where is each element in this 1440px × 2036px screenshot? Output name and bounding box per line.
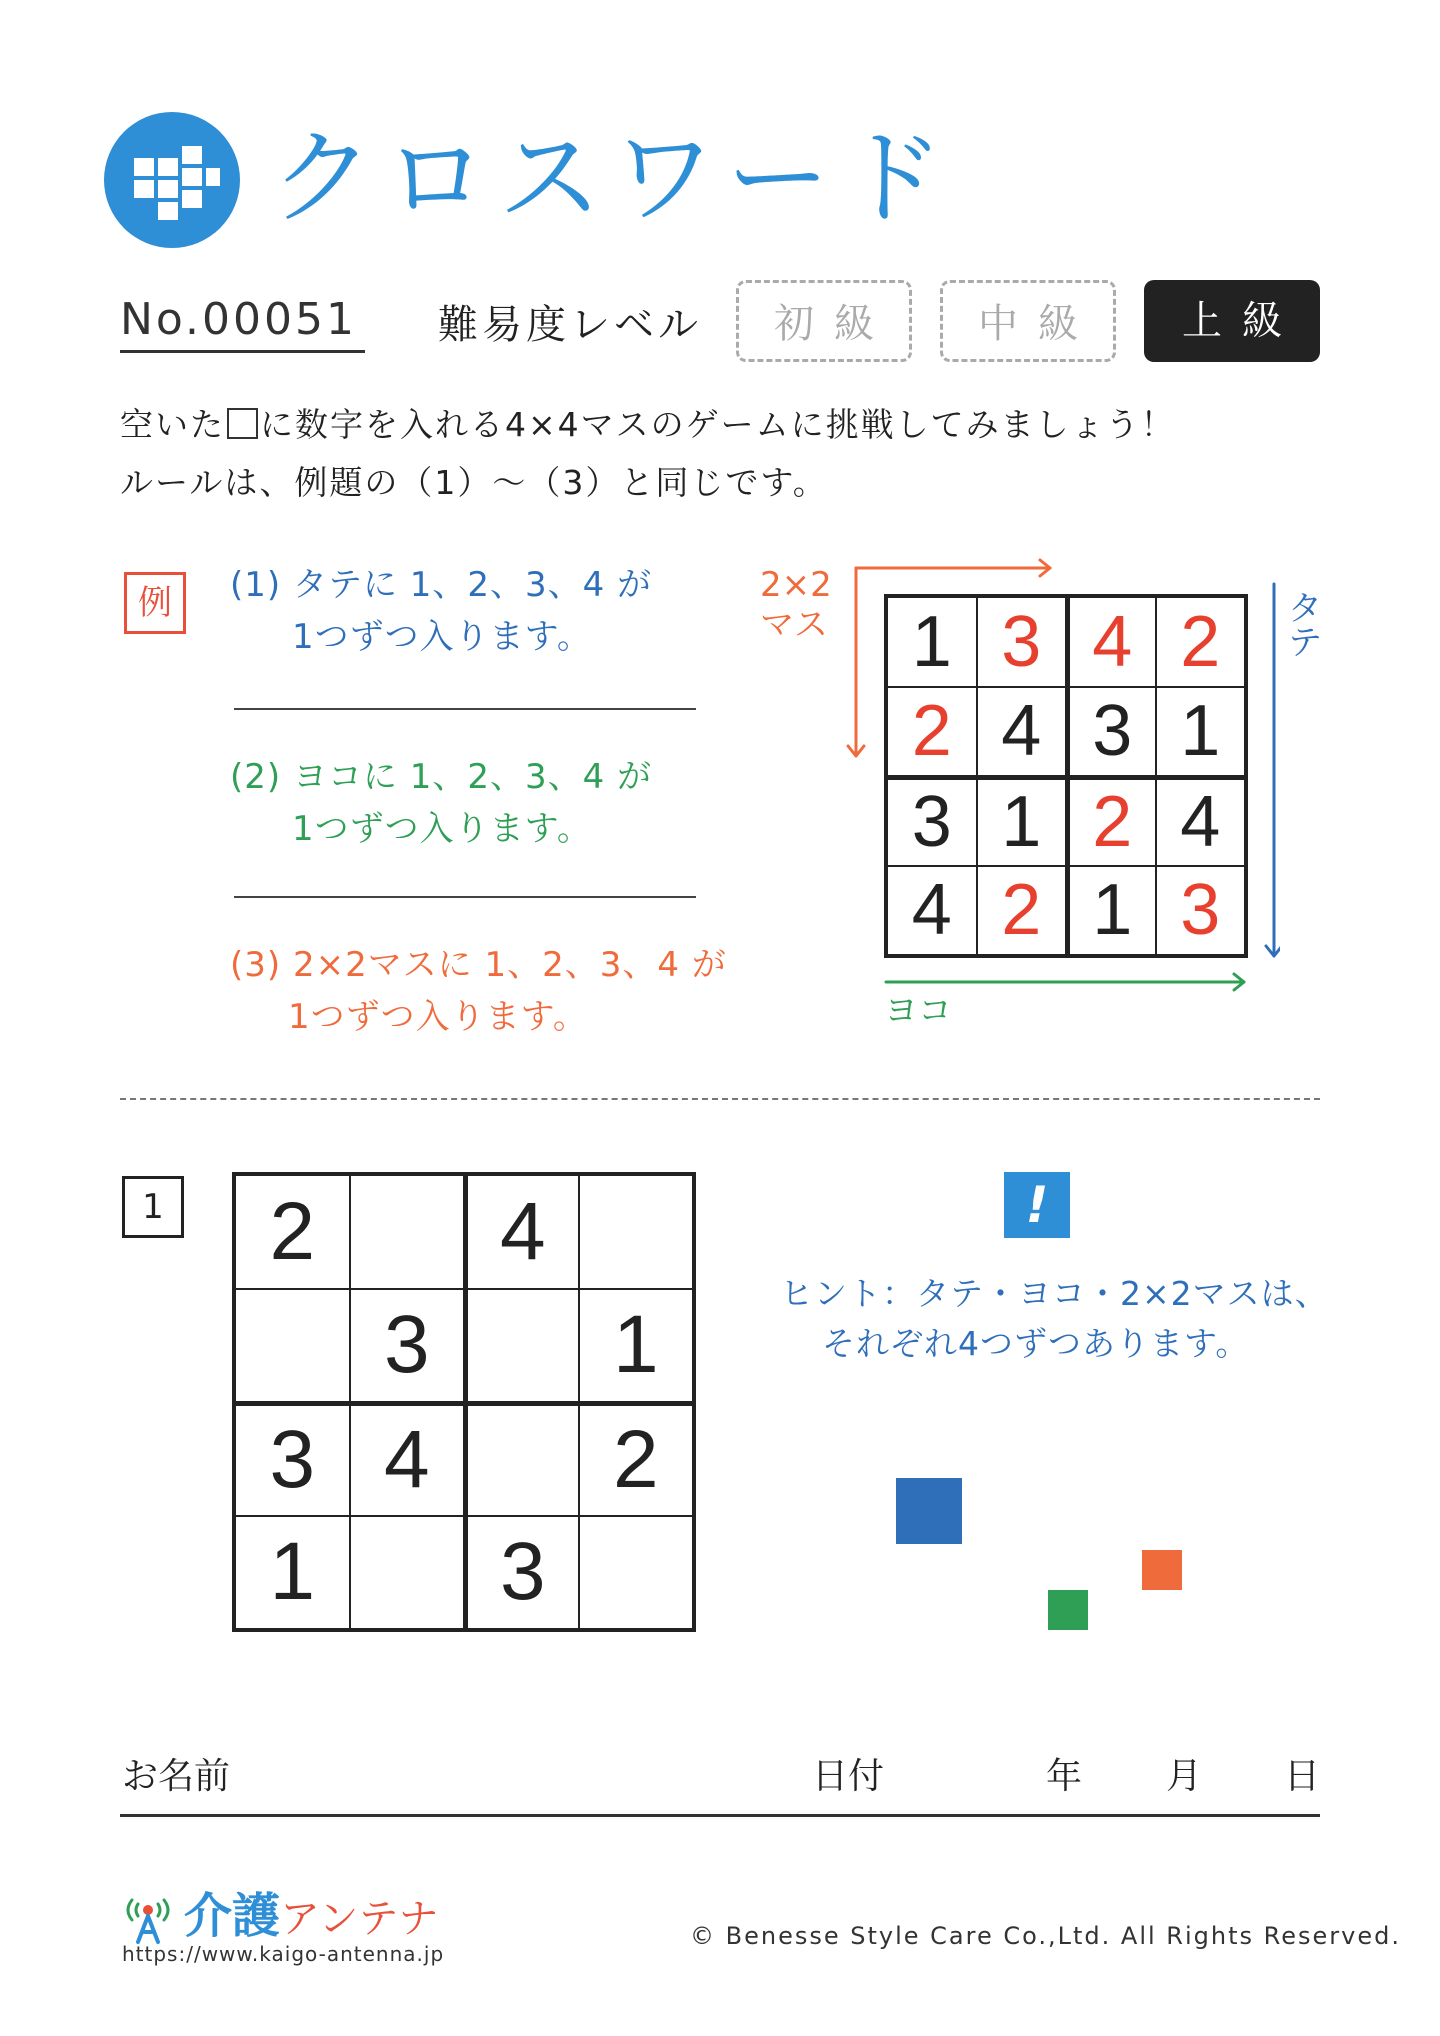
example-cell-r3-c1: 3 [887,776,977,866]
example-grid [884,594,1248,958]
green-square-decoration [1048,1590,1088,1630]
example-cell-r1-c3: 4 [1066,597,1156,687]
level-beginner: 初級 [736,280,912,362]
section-divider [120,1098,1320,1100]
blue-square-decoration [896,1478,962,1544]
hint-line-2: それぞれ4つずつあります。 [822,1324,1250,1363]
level-advanced-selected: 上級 [1144,280,1320,362]
orange-square-decoration [1142,1550,1182,1590]
year-label: 年 [1046,1756,1083,1797]
divider [234,708,696,710]
crossword-logo-icon [104,112,240,248]
example-badge: 例 [124,572,186,634]
puzzle-cell-r1-c2[interactable] [350,1175,465,1289]
puzzle-cell-r1-c1: 2 [235,1175,350,1289]
brand-sub: アンテナ [280,1896,439,1942]
example-cell-r3-c3: 2 [1066,776,1156,866]
example-cell-r3-c4: 4 [1156,776,1246,866]
example-cell-r1-c1: 1 [887,597,977,687]
label-2x2-line-1: 2×2 [760,565,832,605]
divider [234,896,696,898]
rule-3-line-1: (3) 2×2マスに 1、2、3、4 が [230,945,727,985]
name-label: お名前 [122,1756,231,1797]
intro-line-1 [120,404,1176,446]
puzzle-cell-r3-c4: 2 [579,1402,694,1516]
example-cell-r4-c2: 2 [977,866,1067,956]
hint-line-1: ヒント：タテ・ヨコ・2×2マスは、 [780,1274,1329,1313]
brand-name [184,1886,438,1949]
antenna-logo-icon [118,1890,178,1946]
example-cell-r3-c2: 1 [977,776,1067,866]
example-cell-r4-c4: 3 [1156,866,1246,956]
puzzle-cell-r1-c4[interactable] [579,1175,694,1289]
puzzle-cell-r3-c1: 3 [235,1402,350,1516]
puzzle-cell-r2-c4: 1 [579,1289,694,1403]
example-cell-r2-c3: 3 [1066,687,1156,777]
rule-3-line-2: 1つずつ入ります。 [288,997,588,1037]
example-cell-r1-c2: 3 [977,597,1067,687]
intro-line-2: ルールは、例題の（1）〜（3）と同じです。 [120,463,828,502]
label-tate: タテ [1288,589,1322,663]
puzzle-cell-r1-c3: 4 [464,1175,579,1289]
rule-2-line-2: 1つずつ入ります。 [292,809,592,849]
month-label: 月 [1166,1756,1203,1797]
difficulty-label: 難易度レベル [438,302,702,348]
copyright: © Benesse Style Care Co.,Ltd. All Rights Reserved. [690,1922,1401,1950]
rule-1-line-2: 1つずつ入ります。 [292,617,592,657]
intro-text-a: 空いた [120,405,225,444]
name-underline [120,1814,1320,1817]
puzzle-cell-r4-c2[interactable] [350,1516,465,1630]
puzzle-grid[interactable] [232,1172,696,1632]
example-cell-r4-c3: 1 [1066,866,1156,956]
intro-text-b: に数字を入れる4×4マスのゲームに挑戦してみましょう！ [260,405,1176,444]
puzzle-cell-r4-c3: 3 [464,1516,579,1630]
puzzle-cell-r3-c3[interactable] [464,1402,579,1516]
rule-1-line-1: (1) タテに 1、2、3、4 が [230,565,653,605]
puzzle-number: No.00051 [120,294,358,345]
puzzle-cell-r2-c3[interactable] [464,1289,579,1403]
empty-box-icon [227,408,258,439]
date-label: 日付 [812,1756,885,1797]
example-cell-r1-c4: 2 [1156,597,1246,687]
puzzle-cell-r2-c1[interactable] [235,1289,350,1403]
puzzle-cell-r4-c4[interactable] [579,1516,694,1630]
puzzle-cell-r4-c1: 1 [235,1516,350,1630]
day-label: 日 [1284,1756,1321,1797]
example-cell-r2-c4: 1 [1156,687,1246,777]
rule-2-line-1: (2) ヨコに 1、2、3、4 が [230,757,653,797]
page-title: クロスワード [270,117,955,239]
brand-main: 介護 [184,1888,281,1944]
puzzle-cell-r3-c2: 4 [350,1402,465,1516]
example-cell-r2-c1: 2 [887,687,977,777]
example-cell-r2-c2: 4 [977,687,1067,777]
level-intermediate: 中級 [940,280,1116,362]
website-url[interactable]: https://www.kaigo-antenna.jp [122,1942,445,1966]
puzzle-cell-r2-c2: 3 [350,1289,465,1403]
example-cell-r4-c1: 4 [887,866,977,956]
label-yoko: ヨコ [884,991,952,1031]
puzzle-index: 1 [122,1176,184,1238]
label-2x2-line-2: マス [760,605,828,645]
hint-exclamation-icon: ! [1004,1172,1070,1238]
number-underline [120,350,365,353]
